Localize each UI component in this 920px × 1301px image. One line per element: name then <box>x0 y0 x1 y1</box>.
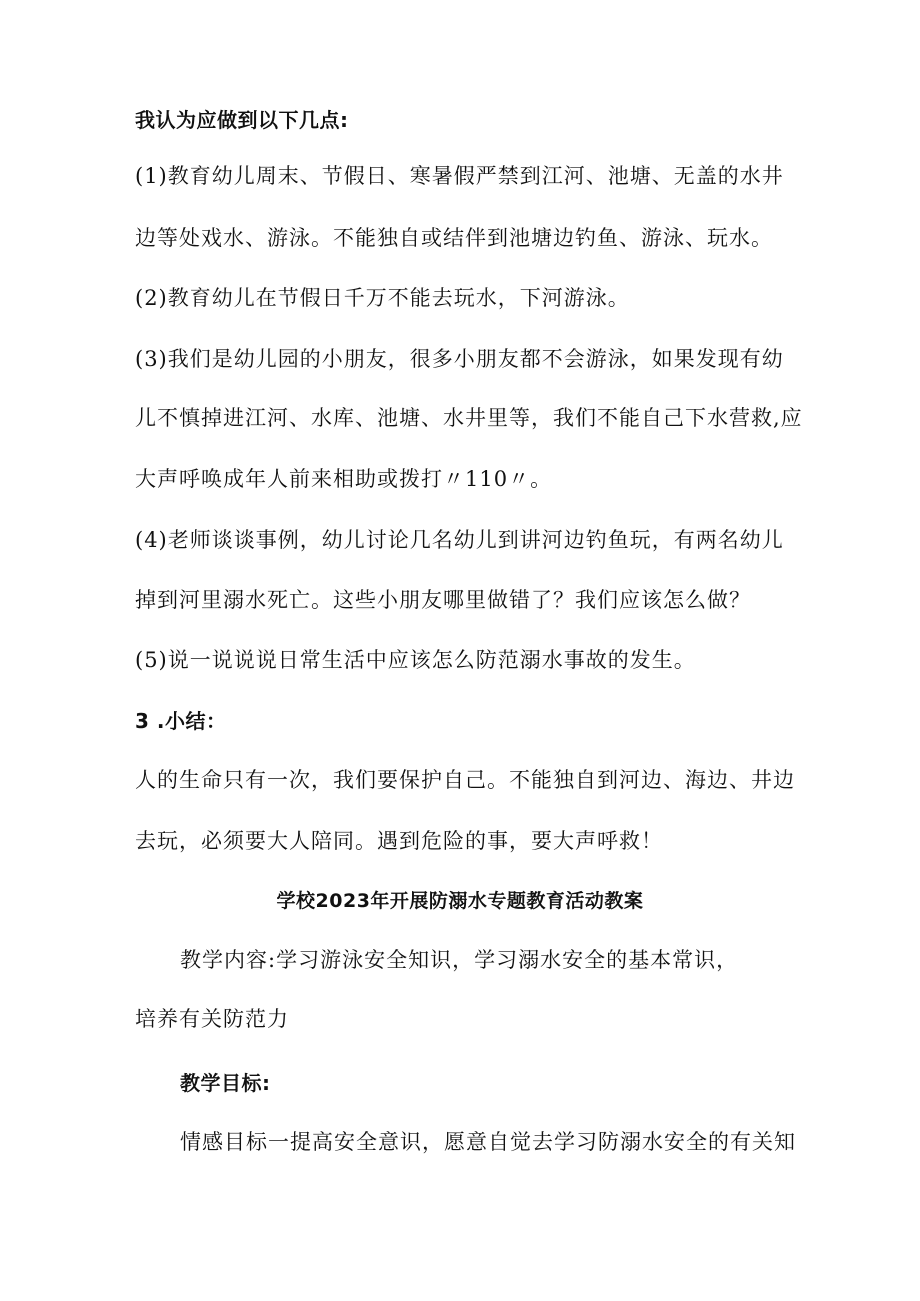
item-5-line-1: (5)说一说说说日常生活中应该怎么防范溺水事故的发生。 <box>135 648 696 672</box>
section-title: 学校2023年开展防溺水专题教育活动教案 <box>276 890 644 912</box>
item-2-line-1: (2)教育幼儿在节假日千万不能去玩水，下河游泳。 <box>135 286 630 310</box>
summary-heading: 3 .小结： <box>135 709 227 733</box>
summary-line-2: 去玩，必须要大人陪同。遇到危险的事，要大声呼救！ <box>135 829 663 853</box>
points-heading: 我认为应做到以下几点: <box>135 108 349 132</box>
goals-line-1: 情感目标一提高安全意识，愿意自觉去学习防溺水安全的有关知 <box>180 1130 796 1154</box>
summary-line-1: 人的生命只有一次，我们要保护自己。不能独自到河边、海边、井边 <box>135 768 795 792</box>
item-3-line-3: 大声呼唤成年人前来相助或拨打〃110〃。 <box>135 467 553 491</box>
item-4-line-2: 掉到河里溺水死亡。这些小朋友哪里做错了？我们应该怎么做？ <box>135 588 751 612</box>
item-3-line-1: (3)我们是幼儿园的小朋友，很多小朋友都不会游泳，如果发现有幼 <box>135 347 784 371</box>
item-4-line-1: (4)老师谈谈事例，幼儿讨论几名幼儿到讲河边钓鱼玩，有两名幼儿 <box>135 528 784 552</box>
content-line-2: 培养有关防范力 <box>135 1007 289 1031</box>
content-line-1: 教学内容:学习游泳安全知识，学习溺水安全的基本常识， <box>180 948 739 972</box>
item-1-line-1: (1)教育幼儿周末、节假日、寒暑假严禁到江河、池塘、无盖的水井 <box>135 164 784 188</box>
goals-heading: 教学目标: <box>180 1071 271 1095</box>
item-1-line-2: 边等处戏水、游泳。不能独自或结伴到池塘边钓鱼、游泳、玩水。 <box>135 226 773 250</box>
item-3-line-2: 儿不慎掉进江河、水库、池塘、水井里等，我们不能自己下水营救,应 <box>135 406 803 430</box>
